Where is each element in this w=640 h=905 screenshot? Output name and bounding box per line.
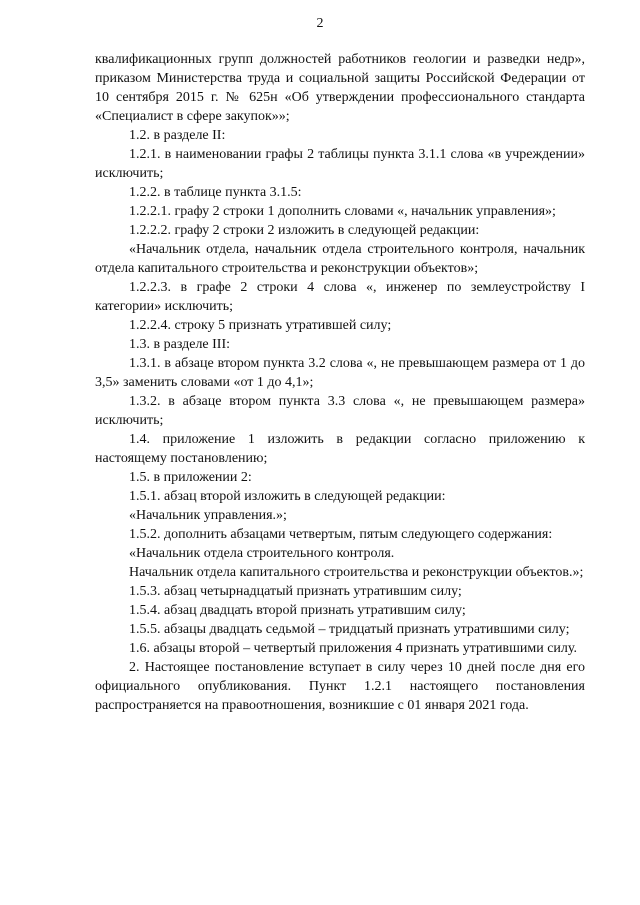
paragraph: 1.2.2.3. в графе 2 строки 4 слова «, инженер по землеустройству I категории» исключить; <box>95 280 585 314</box>
paragraph: «Начальник отдела, начальник отдела строительного контроля, начальник отдела капитального строительства и реконструкции объектов»; <box>95 242 585 276</box>
paragraph: 1.4. приложение 1 изложить в редакции согласно приложению к настоящему постановлению; <box>95 432 585 466</box>
paragraph: квалификационных групп должностей работников геологии и разведки недр», приказом Министерства труда и социальной защиты Российской Федерации от 10 сентября 2015 г. № 625н «Об утверждении профессионального стандарта «Специалист в сфере закупок»»; <box>95 52 585 124</box>
paragraph: 1.5.2. дополнить абзацами четвертым, пятым следующего содержания: <box>129 527 553 542</box>
paragraph: 1.5.4. абзац двадцать второй признать утратившим силу; <box>129 603 466 618</box>
paragraph: 1.2. в разделе II: <box>129 128 226 143</box>
paragraph: 1.3.2. в абзаце втором пункта 3.3 слова «, не превышающем размера» исключить; <box>95 394 585 428</box>
paragraph: 1.2.2.2. графу 2 строки 2 изложить в следующей редакции: <box>129 223 480 238</box>
paragraph: 1.3. в разделе III: <box>129 337 231 352</box>
paragraph: 1.5.3. абзац четырнадцатый признать утратившим силу; <box>129 584 462 599</box>
paragraph: 1.2.2.1. графу 2 строки 1 дополнить словами «, начальник управления»; <box>129 204 556 219</box>
paragraph: 1.2.2.4. строку 5 признать утратившей силу; <box>129 318 392 333</box>
paragraph: 2. Настоящее постановление вступает в силу через 10 дней после дня его официального опубликования. Пункт 1.2.1 настоящего постановления распространяется на правоотношения, возникшие с 01 января 2021 года. <box>95 660 585 713</box>
page-number: 2 <box>316 16 324 31</box>
paragraph: 1.5. в приложении 2: <box>129 470 252 485</box>
paragraph: 1.3.1. в абзаце втором пункта 3.2 слова «, не превышающем размера от 1 до 3,5» заменить словами «от 1 до 4,1»; <box>95 356 585 390</box>
paragraph: «Начальник управления.»; <box>129 508 287 523</box>
paragraph: Начальник отдела капитального строительства и реконструкции объектов.»; <box>129 565 584 580</box>
paragraph: 1.2.2. в таблице пункта 3.1.5: <box>129 185 302 200</box>
document-body <box>95 50 585 715</box>
paragraph: 1.6. абзацы второй – четвертый приложения 4 признать утратившими силу. <box>129 641 577 656</box>
paragraph: 1.5.5. абзацы двадцать седьмой – тридцатый признать утратившими силу; <box>129 622 570 637</box>
paragraph: 1.5.1. абзац второй изложить в следующей редакции: <box>129 489 446 504</box>
paragraph: 1.2.1. в наименовании графы 2 таблицы пункта 3.1.1 слова «в учреждении» исключить; <box>95 147 585 181</box>
paragraph: «Начальник отдела строительного контроля. <box>129 546 395 561</box>
